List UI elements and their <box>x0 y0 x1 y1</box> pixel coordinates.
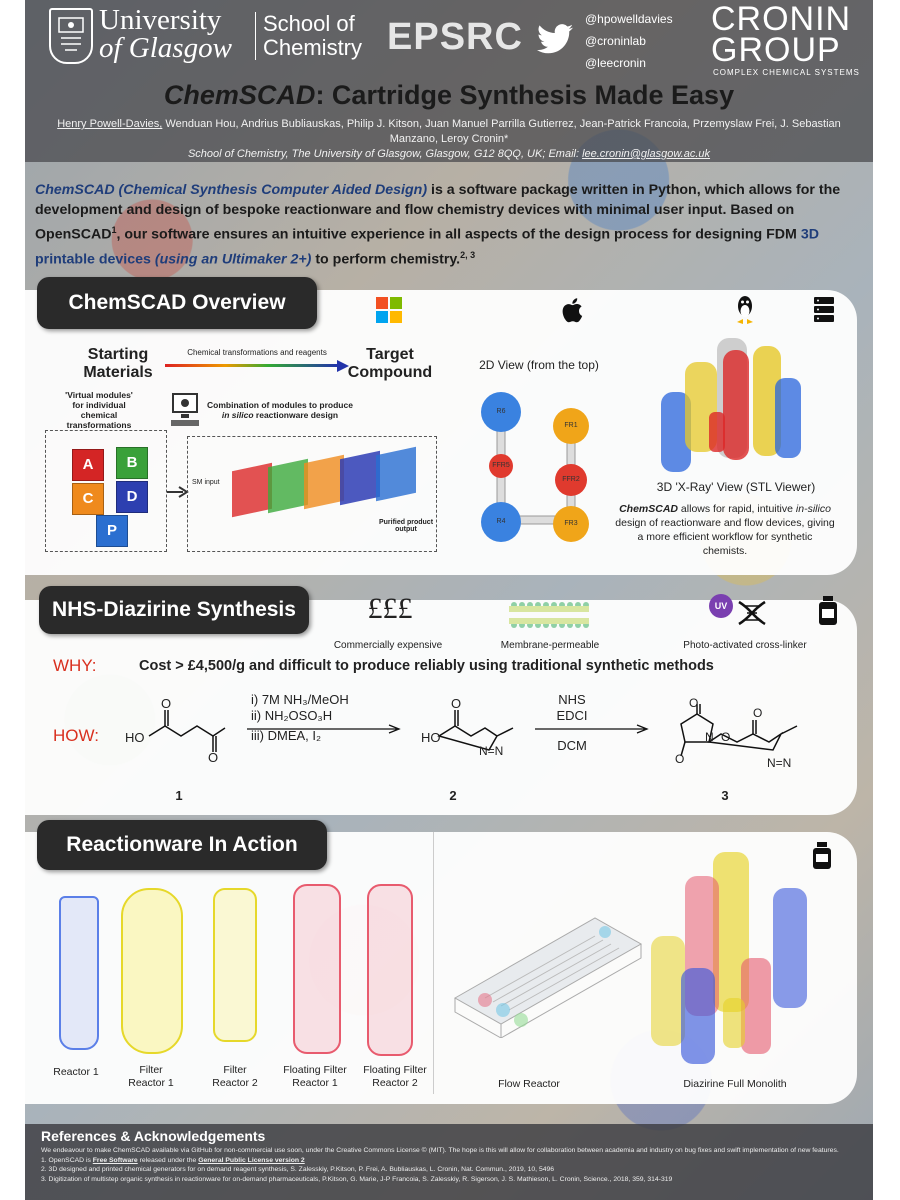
c1-o-bottom-label: O <box>208 750 219 765</box>
cronin-group-logo: CRONIN GROUP <box>711 0 852 69</box>
header-band <box>25 0 873 162</box>
computer-icon <box>171 392 199 428</box>
dna-icon <box>737 600 767 626</box>
virtual-modules-label: 'Virtual modules' for individual chemical transformations <box>65 390 133 430</box>
nhs-panel <box>25 592 857 815</box>
contact-email-link[interactable]: lee.cronin@glasgow.ac.uk <box>582 148 711 160</box>
handle-croninlab[interactable]: @croninlab <box>585 34 646 48</box>
pounds-icon: £££ <box>367 592 413 625</box>
references-section <box>25 1124 873 1200</box>
module-cube-b: B <box>116 447 148 479</box>
label-floating-filter-reactor-1: Floating Filter Reactor 1 <box>283 1064 347 1089</box>
why-label: WHY: <box>53 656 97 675</box>
compound-number-2: 2 <box>449 788 457 803</box>
transformation-arrow-icon <box>165 360 350 372</box>
action-heading: Reactionware In Action <box>37 820 327 870</box>
step1-reagents: i) 7M NH₃/MeOH ii) NH₂OSO₃H iii) DMEA, I₂ <box>251 692 349 743</box>
poster-title: ChemSCAD: Cartridge Synthesis Made Easy <box>163 80 735 110</box>
combined-module-blue <box>376 447 416 502</box>
reference-1: 1. OpenSCAD is Free Software released under the General Public License version 2 <box>41 1156 305 1164</box>
how-label: HOW: <box>53 726 99 745</box>
university-name: University of Glasgow <box>99 4 232 64</box>
node-fr1: FR1 <box>564 422 578 429</box>
label-membrane-permeable: Membrane-permeable <box>500 640 600 651</box>
label-filter-reactor-2: Filter Reactor 2 <box>212 1064 258 1089</box>
node-ffr5: FFR5 <box>492 462 510 469</box>
combined-design-box <box>187 436 437 552</box>
virtual-modules-box <box>45 430 167 552</box>
diazirine-monolith-render <box>647 848 827 1070</box>
node-r4: R4 <box>496 518 506 525</box>
poster <box>25 0 873 1200</box>
handle-hpowelldavies[interactable]: @hpowelldavies <box>585 12 673 26</box>
compound-number-1: 1 <box>175 788 183 803</box>
reference-3: 3. Digitization of multistep organic synthesis in reactionware for on-demand pharmaceuticals, P.Kitson, G. Marie, J-P Francoia, S. Zalesskiy, R. Sigerson, J. S. Mathieson, L. Cronin, Science., 2018, 359, 314-319 <box>41 1175 673 1183</box>
compound-number-3: 3 <box>721 788 729 803</box>
c3-o-top-label: O <box>689 696 699 710</box>
filter-reactor-1-render <box>121 888 183 1054</box>
overview-panel <box>25 290 857 575</box>
school-name: School of Chemistry <box>263 11 363 60</box>
references-intro: We endeavour to make ChemSCAD available via GitHub for non-commercial use soon, under the Creative Commons License © (MIT). The hope is this will allow for collaboration between academia and industry on bug fixes and swift implementation of new features. <box>41 1147 839 1154</box>
reference-2: 2. 3D designed and printed chemical generators for on demand reagent synthesis, S. Zalesskiy, P.Kitson, P. Frei, A. Bubliauskas, L. Cronin, Nat. Commun., 2019, 10, 5496 <box>41 1166 555 1173</box>
linux-icon <box>733 294 757 326</box>
why-text: Cost > £4,500/g and difficult to produce reliably using traditional synthetic methods <box>139 658 714 674</box>
header-divider <box>255 12 256 60</box>
module-cube-a: A <box>72 449 104 481</box>
combination-label: Combination of modules to produce in silico reactionware design <box>207 400 353 420</box>
cronin-group-tagline: COMPLEX CHEMICAL SYSTEMS <box>713 68 860 77</box>
c2-ho-label: HO <box>421 730 441 745</box>
social-handles <box>585 8 673 74</box>
module-cube-p: P <box>96 515 128 547</box>
uv-icon: UV <box>709 594 733 618</box>
c3-o-carbonyl-label: O <box>753 706 763 720</box>
label-reactor-1: Reactor 1 <box>53 1066 99 1078</box>
references-body <box>41 1146 861 1184</box>
university-crest-icon <box>49 8 93 64</box>
overview-heading: ChemSCAD Overview <box>37 277 317 329</box>
action-panel <box>25 832 857 1104</box>
c2-o-label: O <box>451 696 462 711</box>
c1-o-top-label: O <box>161 696 172 711</box>
node-r6: R6 <box>496 408 506 415</box>
intro-paragraph: ChemSCAD (Chemical Synthesis Computer Aided Design) is a software package written in Python, which allows for the development and design of bespoke reactionware and flow chemistry devices with minimal user input. Based on OpenSCAD$^1$, our software ensures an intuitive experience in all aspects of the design process for designing FDM 3D printable devices (using an Ultimaker 2+) to perform chemistry.$^{2, 3}$ <box>35 182 841 268</box>
flow-reactor-render <box>445 888 645 1038</box>
view3d-render <box>655 332 815 482</box>
windows-icon <box>375 296 403 324</box>
action-divider <box>433 832 434 1094</box>
purified-output-label: Purified product output <box>378 519 434 533</box>
affiliation: School of Chemistry, The University of Glasgow, Glasgow, G12 8QQ, UK; Email: lee.cronin@glasgow.ac.uk <box>187 148 711 160</box>
combined-module-navy <box>340 451 380 506</box>
step1-arrow-icon <box>247 724 407 734</box>
handle-leecronin[interactable]: @leecronin <box>585 56 646 70</box>
reactor-1-render <box>59 896 99 1050</box>
starting-materials-label: Starting Materials <box>83 346 153 381</box>
author-list: Henry Powell-Davies, Wenduan Hou, Andrius Bubliauskas, Philip J. Kitson, Juan Manuel Parrilla Gutierrez, Jean-Patrick Francoia, Przemyslaw Frei, J. Sebastian Manzano, Leroy Cronin* <box>57 118 841 145</box>
server-icon <box>813 296 835 324</box>
label-photo-activated: Photo-activated cross-linker <box>683 640 807 651</box>
transformation-arrow-label: Chemical transformations and reagents <box>187 348 327 357</box>
epsrc-logo: EPSRC <box>387 16 523 58</box>
references-heading: References & Acknowledgements <box>41 1128 266 1144</box>
chemical-bottle-icon <box>817 596 839 626</box>
twitter-icon <box>537 24 573 54</box>
c3-o-ester-label: O <box>721 730 731 744</box>
compound-3-structure <box>661 694 821 784</box>
filter-reactor-2-render <box>213 888 257 1042</box>
nhs-heading: NHS-Diazirine Synthesis <box>39 586 309 634</box>
view2d-diagram <box>465 390 615 550</box>
module-cube-d: D <box>116 481 148 513</box>
view3d-label: 3D 'X-Ray' View (STL Viewer) <box>656 480 816 494</box>
step2-arrow-icon <box>535 724 655 734</box>
combined-module-green <box>268 459 308 514</box>
view3d-description: ChemSCAD allows for rapid, intuitive in-silico design of reactionware and flow devices, giving a more efficient workflow for synthetic chemists. <box>615 503 835 557</box>
step2-reagents: NHS EDCI DCM <box>556 692 588 753</box>
c1-ho-label: HO <box>125 730 145 745</box>
floating-filter-reactor-1-render <box>293 884 341 1054</box>
node-ffr2: FFR2 <box>562 476 580 483</box>
c3-n-label: N <box>705 730 714 744</box>
label-diazirine-monolith: Diazirine Full Monolith <box>683 1078 787 1090</box>
label-filter-reactor-1: Filter Reactor 1 <box>128 1064 174 1089</box>
c2-diazirine-label: N=N <box>479 744 504 758</box>
module-arrow-icon <box>167 486 189 498</box>
c3-diazirine-label: N=N <box>767 756 792 770</box>
view2d-label: 2D View (from the top) <box>479 358 599 372</box>
c3-o-bottom-label: O <box>675 752 685 766</box>
sm-input-label: SM input <box>192 479 220 486</box>
membrane-icon <box>509 600 589 630</box>
label-floating-filter-reactor-2: Floating Filter Reactor 2 <box>363 1064 427 1089</box>
apple-icon <box>559 294 587 326</box>
combined-module-orange <box>304 455 344 510</box>
combined-module-red <box>232 463 272 518</box>
node-fr3: FR3 <box>564 520 578 527</box>
label-commercially-expensive: Commercially expensive <box>333 640 443 651</box>
target-compound-label: Target Compound <box>347 346 433 381</box>
module-cube-c: C <box>72 483 104 515</box>
label-flow-reactor: Flow Reactor <box>498 1078 560 1090</box>
floating-filter-reactor-2-render <box>367 884 413 1056</box>
